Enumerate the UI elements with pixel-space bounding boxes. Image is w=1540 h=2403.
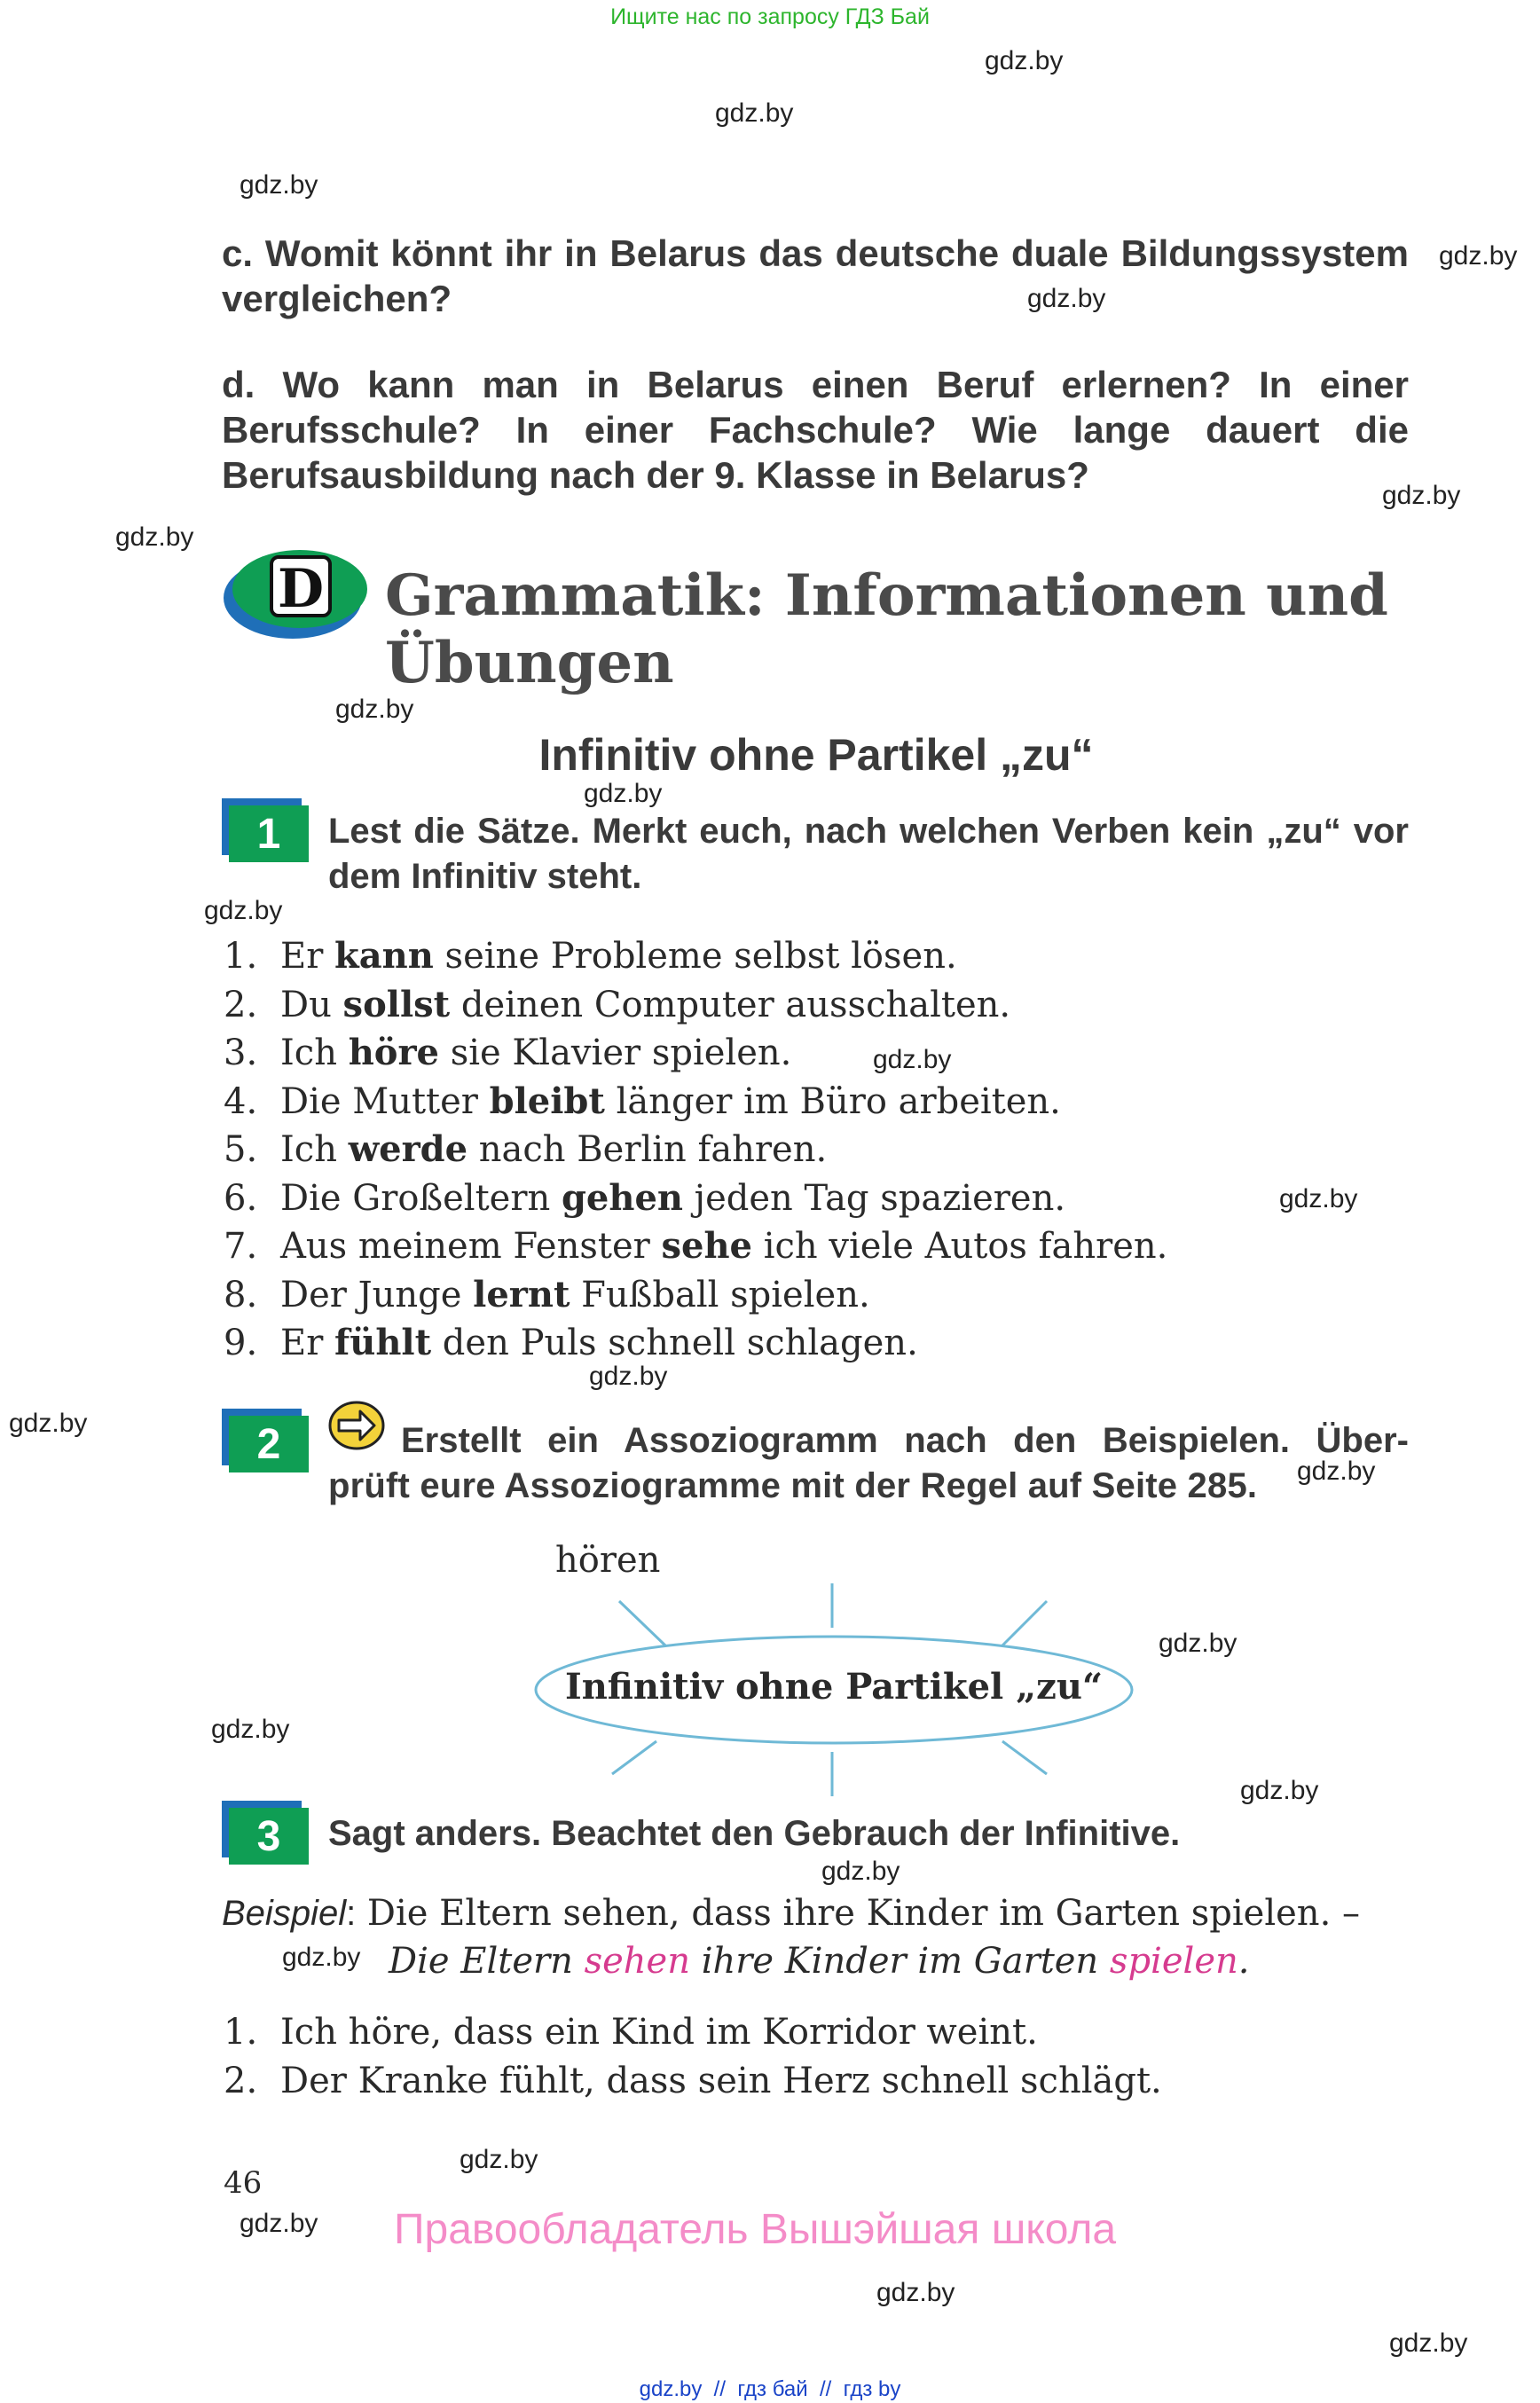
section-letter: D xyxy=(277,558,325,620)
watermark: gdz.by xyxy=(1027,284,1106,313)
section-subtitle: Infinitiv ohne Partikel „zu“ xyxy=(538,730,1094,780)
exercise-1-badge: 1 xyxy=(229,805,309,862)
list-item: 1. Ich höre, dass ein Kind im Korridor weint. xyxy=(224,2012,1038,2053)
section-title-line1: Grammatik: Informationen und xyxy=(385,562,1388,629)
footer-links[interactable]: gdz.by // гдз бай // гдз by xyxy=(639,2377,901,2401)
list-item: 2. Du sollst deinen Computer ausschalten. xyxy=(224,983,1011,1025)
exercise-1-instruction: Lest die Sätze. Merkt euch, nach welchen Verben kein „zu“ vor dem Infinitiv steht. xyxy=(328,812,1409,896)
watermark: gdz.by xyxy=(282,1943,361,1972)
watermark: gdz.by xyxy=(211,1715,290,1744)
watermark: gdz.by xyxy=(873,1045,952,1074)
watermark: gdz.by xyxy=(715,98,794,128)
watermark: gdz.by xyxy=(876,2278,955,2307)
question-d: d. Wo kann man in Belarus einen Beruf erlernen? In einer Berufsschule? In einer Fachschule? Wie lange dauert die Berufsausbildung nach der 9. Klasse in Belarus? xyxy=(222,364,1409,496)
exercise-1-list xyxy=(224,932,1167,1368)
top-banner: Ищите нас по запросу ГДЗ Бай xyxy=(610,4,930,29)
watermark: gdz.by xyxy=(204,896,283,925)
arrow-icon xyxy=(326,1399,387,1452)
watermark: gdz.by xyxy=(1159,1629,1238,1658)
watermark: gdz.by xyxy=(335,695,414,724)
watermark: gdz.by xyxy=(240,170,318,200)
watermark: gdz.by xyxy=(1240,1776,1319,1805)
list-item: 4. Die Mutter bleibt länger im Büro arbeiten. xyxy=(224,1080,1061,1122)
exercise-3-instruction: Sagt anders. Beachtet den Gebrauch der Infinitive. xyxy=(328,1814,1181,1853)
section-title-line2: Übungen xyxy=(385,630,674,696)
list-item: 6. Die Großeltern gehen jeden Tag spazieren. xyxy=(224,1176,1066,1219)
watermark: gdz.by xyxy=(1389,2328,1468,2358)
list-item: 2. Der Kranke fühlt, dass sein Herz schnell schlägt. xyxy=(224,2060,1162,2101)
watermark: gdz.by xyxy=(240,2209,318,2238)
list-item: 8. Der Junge lernt Fußball spielen. xyxy=(224,1273,870,1315)
section-d-logo xyxy=(222,545,373,644)
diagram-word: hören xyxy=(555,1540,661,1581)
list-item: 5. Ich werde nach Berlin fahren. xyxy=(224,1128,828,1170)
exercise-2-instruction-line1: Erstellt ein Assoziogramm nach den Beispielen. Über- xyxy=(401,1421,1409,1460)
answer-verb-1: sehen xyxy=(584,1941,690,1982)
watermark: gdz.by xyxy=(1382,481,1461,510)
watermark: gdz.by xyxy=(584,779,663,808)
watermark: gdz.by xyxy=(1439,241,1518,271)
diagram-center-text: Infinitiv ohne Partikel „zu“ xyxy=(565,1666,1103,1708)
answer-verb-2: spielen xyxy=(1109,1941,1238,1982)
watermark: gdz.by xyxy=(460,2145,538,2174)
list-item: 3. Ich höre sie Klavier spielen. xyxy=(224,1032,792,1073)
list-item: 1. Er kann seine Probleme selbst lösen. xyxy=(224,935,957,977)
watermark: gdz.by xyxy=(1279,1184,1358,1213)
exercise-2-instruction-line2: prüft eure Assoziogramme mit der Regel auf Seite 285. xyxy=(328,1466,1258,1505)
watermark: gdz.by xyxy=(115,522,194,552)
exercise-3-badge: 3 xyxy=(229,1808,309,1865)
watermark: gdz.by xyxy=(985,46,1064,75)
watermark: gdz.by xyxy=(1297,1457,1376,1486)
exercise-2-badge: 2 xyxy=(229,1416,309,1472)
example-sentence: Beispiel: Die Eltern sehen, dass ihre Kinder im Garten spielen. – xyxy=(222,1893,1360,1934)
example-label: Beispiel xyxy=(222,1894,347,1933)
example-answer: Die Eltern sehen ihre Kinder im Garten spielen. xyxy=(389,1941,1250,1982)
exercise-3-list xyxy=(224,2008,1162,2105)
copyright: Правообладатель Вышэйшая школа xyxy=(394,2206,1117,2253)
watermark: gdz.by xyxy=(9,1409,88,1438)
question-c: c. Womit könnt ihr in Belarus das deutsche duale Bildungssystem vergleichen? xyxy=(222,232,1409,319)
list-item: 9. Er fühlt den Puls schnell schlagen. xyxy=(224,1322,918,1363)
list-item: 7. Aus meinem Fenster sehe ich viele Autos fahren. xyxy=(224,1225,1168,1267)
page-number: 46 xyxy=(224,2165,263,2201)
watermark: gdz.by xyxy=(821,1857,900,1886)
watermark: gdz.by xyxy=(589,1362,668,1391)
